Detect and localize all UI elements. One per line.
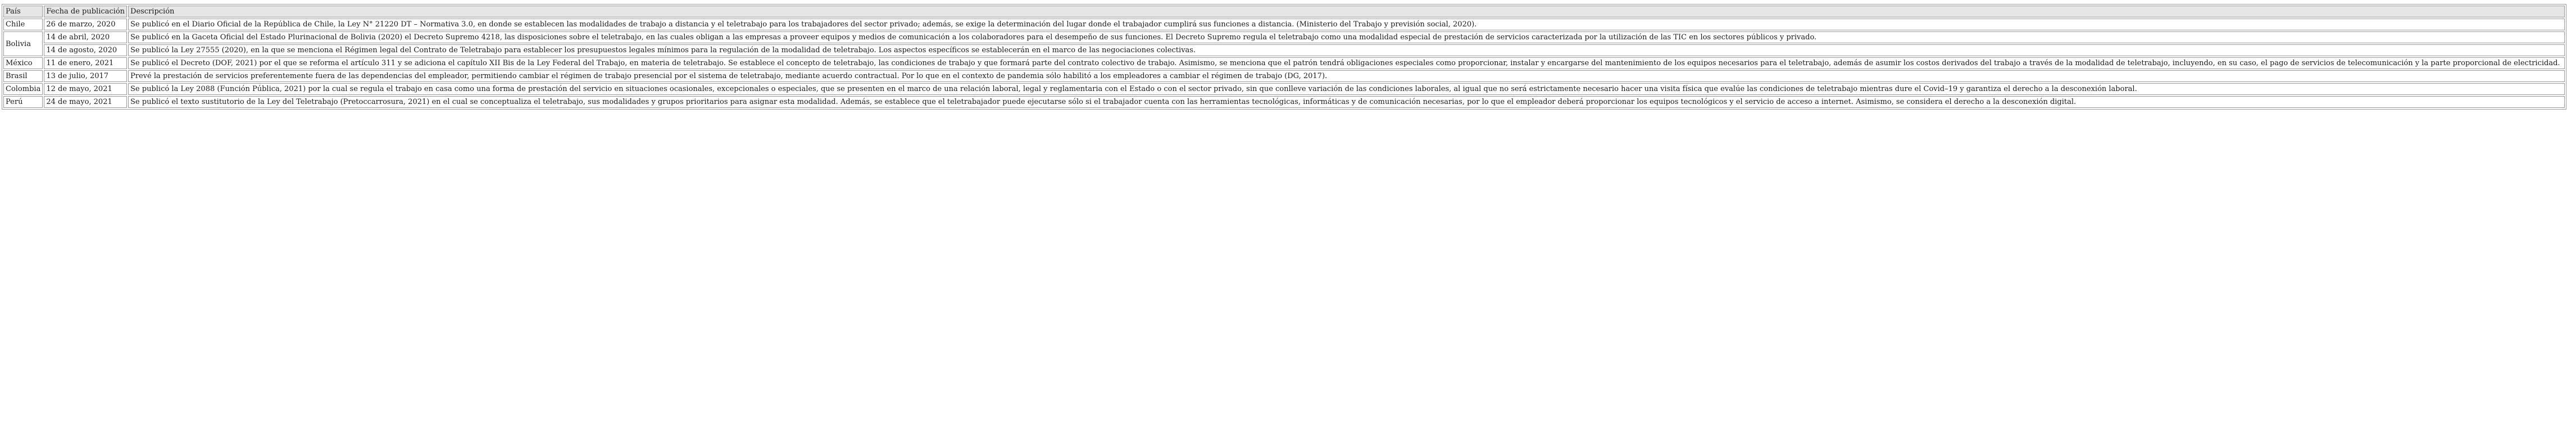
cell-fecha: 14 de abril, 2020 [44,31,127,43]
header-row [3,6,2565,17]
header-fecha: Fecha de publicación [44,6,127,17]
table-header [3,6,2565,17]
table-body [3,19,2565,108]
teletrabajo-table [2,4,2566,110]
cell-pais: Bolivia [3,31,43,56]
table-row [3,19,2565,30]
cell-fecha: 26 de marzo, 2020 [44,19,127,30]
table-row [3,44,2565,56]
document-sheet [2,4,2566,110]
cell-descripcion: Se publicó la Ley 2088 (Función Pública, 2021) por la cual se regula el trabajo en casa como una forma de prestación del servicio en situaciones ocasionales, excepcionales o especiales, que se presenten en el marco de una relación laboral, legal y reglamentaria con el Estado o con el sector privado, sin que conlleve variación de las condiciones laborales, al igual que no será estrictamente necesario hacer una visita física que evalúe las condiciones de teletrabajo mientras dure el Covid–19 y garantiza el derecho a la desconexión laboral. [128,83,2565,95]
cell-pais: México [3,57,43,69]
cell-pais: Brasil [3,70,43,82]
header-pais: País [3,6,43,17]
cell-fecha: 13 de julio, 2017 [44,70,127,82]
cell-descripcion: Prevé la prestación de servicios preferentemente fuera de las dependencias del empleador, permitiendo cambiar el régimen de trabajo presencial por el sistema de teletrabajo, mediante acuerdo contractual. Por lo que en el contexto de pandemia sólo habilitó a los empleadores a cambiar el régimen de trabajo (DG, 2017). [128,70,2565,82]
table-row [3,57,2565,69]
header-descripcion: Descripción [128,6,2565,17]
cell-fecha: 14 de agosto, 2020 [44,44,127,56]
cell-fecha: 11 de enero, 2021 [44,57,127,69]
cell-pais: Chile [3,19,43,30]
table-row [3,83,2565,95]
cell-fecha: 24 de mayo, 2021 [44,96,127,108]
cell-pais: Colombia [3,83,43,95]
table-row [3,31,2565,43]
cell-descripcion: Se publicó en la Gaceta Oficial del Estado Plurinacional de Bolivia (2020) el Decreto Supremo 4218, las disposiciones sobre el teletrabajo, en las cuales obligan a las empresas a proveer equipos y medios de comunicación a los colaboradores para el desempeño de sus funciones. El Decreto Supremo regula el teletrabajo como una modalidad especial de prestación de servicios caracterizada por la utilización de las TIC en los sectores públicos y privado. [128,31,2565,43]
cell-descripcion: Se publicó la Ley 27555 (2020), en la que se menciona el Régimen legal del Contrato de Teletrabajo para establecer los presupuestos legales mínimos para la regulación de la modalidad de teletrabajo. Los aspectos específicos se establecerán en el marco de las negociaciones colectivas. [128,44,2565,56]
cell-descripcion: Se publicó el texto sustitutorio de la Ley del Teletrabajo (Pretoccarrosura, 2021) en el cual se conceptualiza el teletrabajo, sus modalidades y grupos prioritarios para asignar esta modalidad. Además, se establece que el teletrabajador puede ejecutarse sólo si el trabajador cuenta con las herramientas tecnológicas, informáticas y de comunicación necesarias, por lo que el empleador deberá proporcionar los equipos tecnológicos y el servicio de acceso a internet. Asimismo, se considera el derecho a la desconexión digital. [128,96,2565,108]
table-row [3,96,2565,108]
cell-descripcion: Se publicó en el Diario Oficial de la República de Chile, la Ley N° 21220 DT – Normativa 3.0, en donde se establecen las modalidades de trabajo a distancia y el teletrabajo para los trabajadores del sector privado; además, se exige la determinación del lugar donde el trabajador cumplirá sus funciones a distancia. (Ministerio del Trabajo y previsión social, 2020). [128,19,2565,30]
cell-pais: Perú [3,96,43,108]
cell-fecha: 12 de mayo, 2021 [44,83,127,95]
cell-descripcion: Se publicó el Decreto (DOF, 2021) por el que se reforma el artículo 311 y se adiciona el capítulo XII Bis de la Ley Federal del Trabajo, en materia de teletrabajo. Se establece el concepto de teletrabajo, las condiciones de trabajo y que formará parte del contrato colectivo de trabajo. Asimismo, se menciona que el patrón tendrá obligaciones especiales como proporcionar, instalar y encargarse del mantenimiento de los equipos necesarios para el teletrabajo, además de asumir los costos derivados del trabajo a través de la modalidad de teletrabajo, incluyendo, en su caso, el pago de servicios de telecomunicación y la parte proporcional de electricidad. [128,57,2565,69]
table-row [3,70,2565,82]
